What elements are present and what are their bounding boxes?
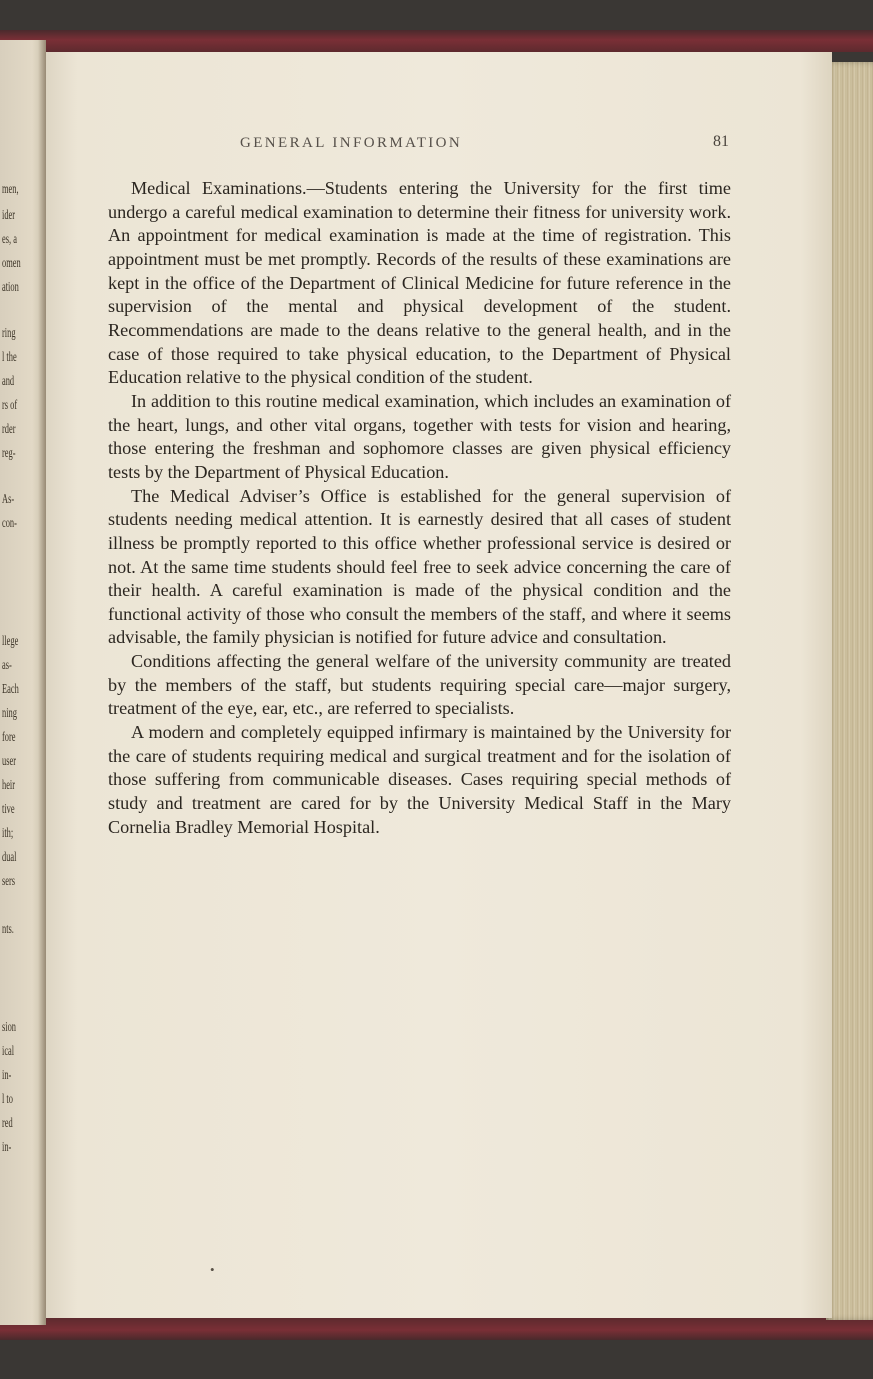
previous-page-fragment: nts.	[2, 922, 14, 937]
previous-page-fragment: as-	[2, 658, 12, 673]
previous-page-fragment: men,	[2, 182, 19, 197]
previous-page-fragment: Each	[2, 682, 19, 697]
previous-page-fragment: heir	[2, 778, 16, 793]
previous-page-fragment: l the	[2, 350, 17, 365]
previous-page-fragment: tive	[2, 802, 15, 817]
previous-page-fragment: ning	[2, 706, 17, 721]
paragraph-infirmary: A modern and completely equipped infirmary is maintained by the University for the care of students requiring medical and surgical treatment and for the isolation of those suffering from communicable diseases. Cases requiring special methods of study and treatment are cared for by the University Medical Staff in the Mary Cornelia Bradley Memorial Hospital.	[108, 722, 731, 837]
previous-page-fragment: dual	[2, 850, 17, 865]
book-binding-top	[0, 30, 873, 52]
previous-page-fragment: ider	[2, 208, 16, 223]
previous-page-fragment: rder	[2, 422, 16, 437]
page-gutter-shadow	[38, 40, 46, 1325]
previous-page-fragment: in-	[2, 1068, 12, 1083]
previous-page-fragment: sion	[2, 1020, 17, 1035]
previous-page-fragment: red	[2, 1116, 13, 1131]
previous-page-fragment: fore	[2, 730, 16, 745]
previous-page-fragment: user	[2, 754, 16, 769]
paragraph-medical-examinations: Medical Examinations.—Students entering the University for the first time undergo a careful medical examination to determine their fitness for university work. An appointment for medical examination is made at the time of registration. This appointment must be met promptly. Records of the results of these examinations are kept in the office of the Department of Clinical Medicine for future reference in the supervision of the mental and physical development of the student. Recommendations are made to the deans relative to the general health, and in the case of those required to take physical education, to the Department of Physical Education relative to the physical condition of the student.	[108, 178, 731, 388]
ink-speck: •	[210, 1262, 215, 1277]
previous-page-fragment: reg-	[2, 446, 16, 461]
previous-page-fragment: As-	[2, 492, 15, 507]
paragraph-medical-advisers-office: The Medical Adviser’s Office is established for the general supervision of students needing medical attention. It is earnestly desired that all cases of student illness be promptly reported to this office whether professional service is desired or not. At the same time students should feel free to seek advice concerning the care of their health. A careful examination is made of the physical condition and the functional activity of those who consult the members of the staff, and where it seems advisable, the family physician is notified for future advice and consultation.	[108, 485, 731, 648]
paragraph-general-welfare: Conditions affecting the general welfare of the university community are treated by the members of the staff, but students requiring special care—major surgery, treatment of the eye, ear, etc., are referred to specialists.	[108, 651, 731, 719]
previous-page-fragment: in-	[2, 1140, 12, 1155]
paragraph-routine-examination: In addition to this routine medical examination, which includes an examination of the heart, lungs, and other vital organs, together with tests for vision and hearing, those entering the freshman and sophomore classes are given physical efficiency tests by the Department of Physical Education.	[108, 390, 731, 482]
previous-page-fragment: ith;	[2, 826, 14, 841]
previous-page-edge	[0, 40, 46, 1325]
previous-page-fragment: es, a	[2, 232, 17, 247]
page-block-edges	[826, 62, 873, 1320]
previous-page-fragment: ical	[2, 1044, 15, 1059]
previous-page-fragment: rs of	[2, 398, 18, 413]
previous-page-fragment: and	[2, 374, 15, 389]
previous-page-fragment: llege	[2, 634, 19, 649]
body-text	[108, 177, 731, 839]
previous-page-fragment: omen	[2, 256, 21, 271]
previous-page-fragment: ation	[2, 280, 19, 295]
previous-page-fragment: sers	[2, 874, 16, 889]
previous-page-fragment: l to	[2, 1092, 13, 1107]
running-head: GENERAL INFORMATION	[240, 135, 463, 151]
previous-page-fragment: con-	[2, 516, 17, 531]
previous-page-fragment: ring	[2, 326, 16, 341]
page-number: 81	[713, 133, 729, 150]
book-binding-bottom	[0, 1318, 873, 1340]
